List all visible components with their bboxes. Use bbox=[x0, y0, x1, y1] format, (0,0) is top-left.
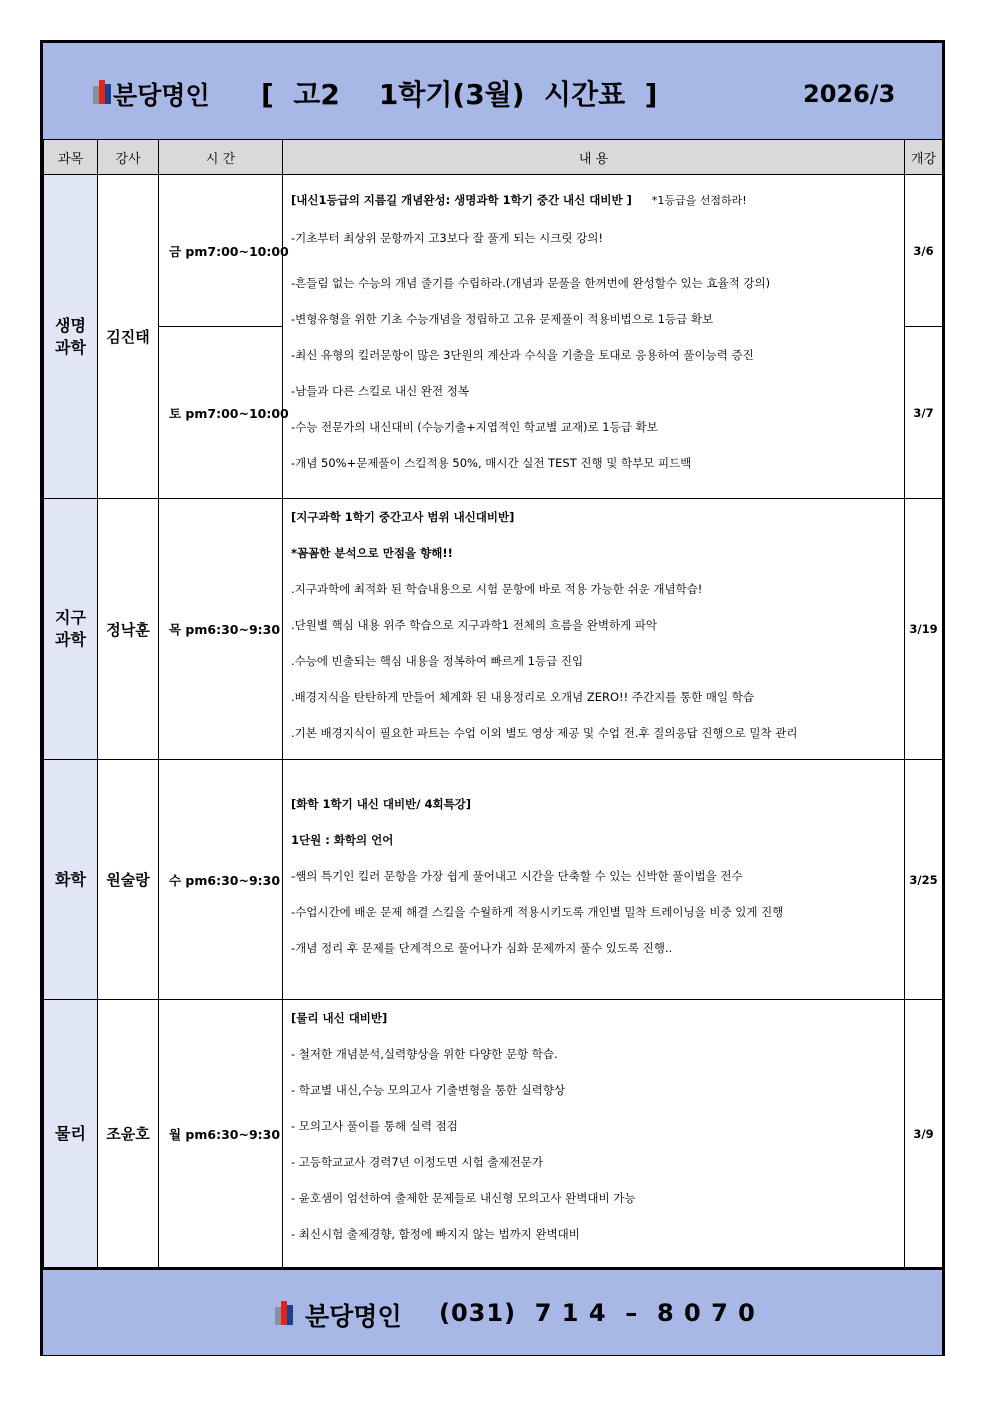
teacher-cell: 조윤호 bbox=[98, 1000, 159, 1268]
col-content: 내 용 bbox=[283, 140, 905, 175]
content-line: -기초부터 최상위 문항까지 고3보다 잘 풀게 되는 시크릿 강의! bbox=[291, 231, 603, 245]
start-date-cell: 3/6 bbox=[905, 175, 943, 327]
content-heading: [화학 1학기 내신 대비반/ 4회특강] bbox=[291, 797, 472, 811]
subject-line: 화학 bbox=[55, 869, 86, 889]
teacher-cell: 김진태 bbox=[98, 175, 159, 499]
subject-cell bbox=[44, 499, 98, 760]
content-line: -최신 유형의 킬러문항이 많은 3단원의 계산과 수식을 기출을 토대로 응용하여 풀이능력 증진 bbox=[291, 348, 754, 362]
brand-logo-icon bbox=[275, 1301, 293, 1325]
col-time: 시 간 bbox=[159, 140, 283, 175]
table-row bbox=[44, 760, 943, 1000]
content-heading: [물리 내신 대비반] bbox=[291, 1011, 388, 1025]
start-date-cell: 3/9 bbox=[905, 1000, 943, 1268]
subject-line: 과학 bbox=[55, 337, 86, 357]
content-line: -변형유형을 위한 기초 수능개념을 정립하고 고유 문제풀이 적용비법으로 1등급 확보 bbox=[291, 312, 714, 326]
subject-line: 생명 bbox=[55, 315, 86, 335]
start-date-cell: 3/19 bbox=[905, 499, 943, 760]
content-heading: [내신1등급의 지름길 개념완성: 생명과학 1학기 중간 내신 대비반 ] *1등급을 선점하라! bbox=[291, 193, 747, 207]
content-line: - 고등학교교사 경력7년 이정도면 시험 출제전문가 bbox=[291, 1155, 543, 1169]
col-subject: 과목 bbox=[44, 140, 98, 175]
content-line: .기본 배경지식이 필요한 파트는 수업 이외 별도 영상 제공 및 수업 전.후 질의응답 진행으로 밀착 관리 bbox=[291, 726, 798, 740]
timetable-sheet bbox=[40, 40, 945, 1356]
content-line: -수업시간에 배운 문제 해결 스킬을 수월하게 적용시키도록 개인별 밀착 트레이닝을 비중 있게 진행 bbox=[291, 905, 784, 919]
table-row bbox=[44, 175, 943, 327]
col-start: 개강 bbox=[905, 140, 943, 175]
content-line: -개념 정리 후 문제를 단계적으로 풀어나가 심화 문제까지 풀수 있도록 진행.. bbox=[291, 941, 673, 955]
phone-number: (031) 7 1 4 – 8 0 7 0 bbox=[439, 1299, 756, 1327]
content-line: .단원별 핵심 내용 위주 학습으로 지구과학1 전체의 흐름을 완벽하게 파악 bbox=[291, 618, 658, 632]
column-header-row bbox=[44, 140, 943, 175]
time-cell: 금 pm7:00~10:00 bbox=[159, 175, 283, 327]
col-teacher: 강사 bbox=[98, 140, 159, 175]
content-line: -수능 전문가의 내신대비 (수능기출+지엽적인 학교별 교재)로 1등급 확보 bbox=[291, 420, 658, 434]
content-heading: [지구과학 1학기 중간고사 범위 내신대비반] bbox=[291, 510, 515, 524]
year-month: 2026/3 bbox=[803, 80, 896, 108]
time-cell: 월 pm6:30~9:30 bbox=[159, 1000, 283, 1268]
time-cell: 목 pm6:30~9:30 bbox=[159, 499, 283, 760]
content-line: -개념 50%+문제풀이 스킬적용 50%, 매시간 실전 TEST 진행 및 학부모 피드백 bbox=[291, 456, 692, 470]
content-line: -흔들림 없는 수능의 개념 줄기를 수립하라.(개념과 문풀을 한꺼번에 완성할수 있는 효율적 강의) bbox=[291, 276, 771, 290]
start-date-cell: 3/25 bbox=[905, 760, 943, 1000]
subject-cell bbox=[44, 1000, 98, 1268]
timetable bbox=[43, 139, 943, 1268]
subject-line: 과학 bbox=[55, 630, 86, 649]
subject-line: 물리 bbox=[55, 1123, 86, 1143]
table-row bbox=[44, 1000, 943, 1268]
content-cell bbox=[283, 499, 905, 760]
footer-brand-name: 분당명인 bbox=[305, 1302, 402, 1331]
content-cell bbox=[283, 175, 905, 499]
brand-name: 분당명인 bbox=[113, 81, 210, 110]
content-subheading: 1단원 : 화학의 언어 bbox=[291, 833, 394, 847]
start-date-cell: 3/7 bbox=[905, 327, 943, 499]
header-band bbox=[43, 43, 942, 141]
content-subheading: *꼼꼼한 분석으로 만점을 향해!! bbox=[291, 546, 453, 560]
content-line: -쌤의 특기인 킬러 문항을 가장 쉽게 풀어내고 시간을 단축할 수 있는 신박한 풀이법을 전수 bbox=[291, 869, 743, 883]
table-row bbox=[44, 499, 943, 760]
content-line: - 최신시험 출제경향, 함정에 빠지지 않는 법까지 완벽대비 bbox=[291, 1227, 580, 1241]
content-line: .배경지식을 탄탄하게 만들어 체계화 된 내용정리로 오개념 ZERO!! 주간지를 통한 매일 학습 bbox=[291, 690, 754, 704]
subject-line: 지구 bbox=[55, 608, 86, 627]
content-line: - 모의고사 풀이를 통해 실력 점검 bbox=[291, 1119, 458, 1133]
content-line: - 학교별 내신,수능 모의고사 기출변형을 통한 실력향상 bbox=[291, 1083, 566, 1097]
subject-cell bbox=[44, 175, 98, 499]
content-line: .수능에 빈출되는 핵심 내용을 정복하여 빠르게 1등급 진입 bbox=[291, 654, 584, 668]
content-line: -남들과 다른 스킬로 내신 완전 정복 bbox=[291, 384, 469, 398]
content-line: - 철저한 개념분석,실력향상을 위한 다양한 문항 학습. bbox=[291, 1047, 558, 1061]
subject-cell bbox=[44, 760, 98, 1000]
page-title: [ 고2 1학기(3월) 시간표 ] bbox=[261, 78, 658, 111]
content-cell bbox=[283, 1000, 905, 1268]
footer-band bbox=[43, 1268, 942, 1355]
content-line: - 윤호샘이 엄선하여 출제한 문제들로 내신형 모의고사 완벽대비 가능 bbox=[291, 1191, 636, 1205]
heading-note: *1등급을 선점하라! bbox=[651, 194, 747, 207]
brand-logo-icon bbox=[93, 80, 111, 104]
content-line: .지구과학에 최적화 된 학습내용으로 시험 문항에 바로 적용 가능한 쉬운 개념학습! bbox=[291, 582, 703, 596]
time-cell: 수 pm6:30~9:30 bbox=[159, 760, 283, 1000]
teacher-cell: 정낙훈 bbox=[98, 499, 159, 760]
content-cell bbox=[283, 760, 905, 1000]
time-cell: 토 pm7:00~10:00 bbox=[159, 327, 283, 499]
teacher-cell: 원술랑 bbox=[98, 760, 159, 1000]
